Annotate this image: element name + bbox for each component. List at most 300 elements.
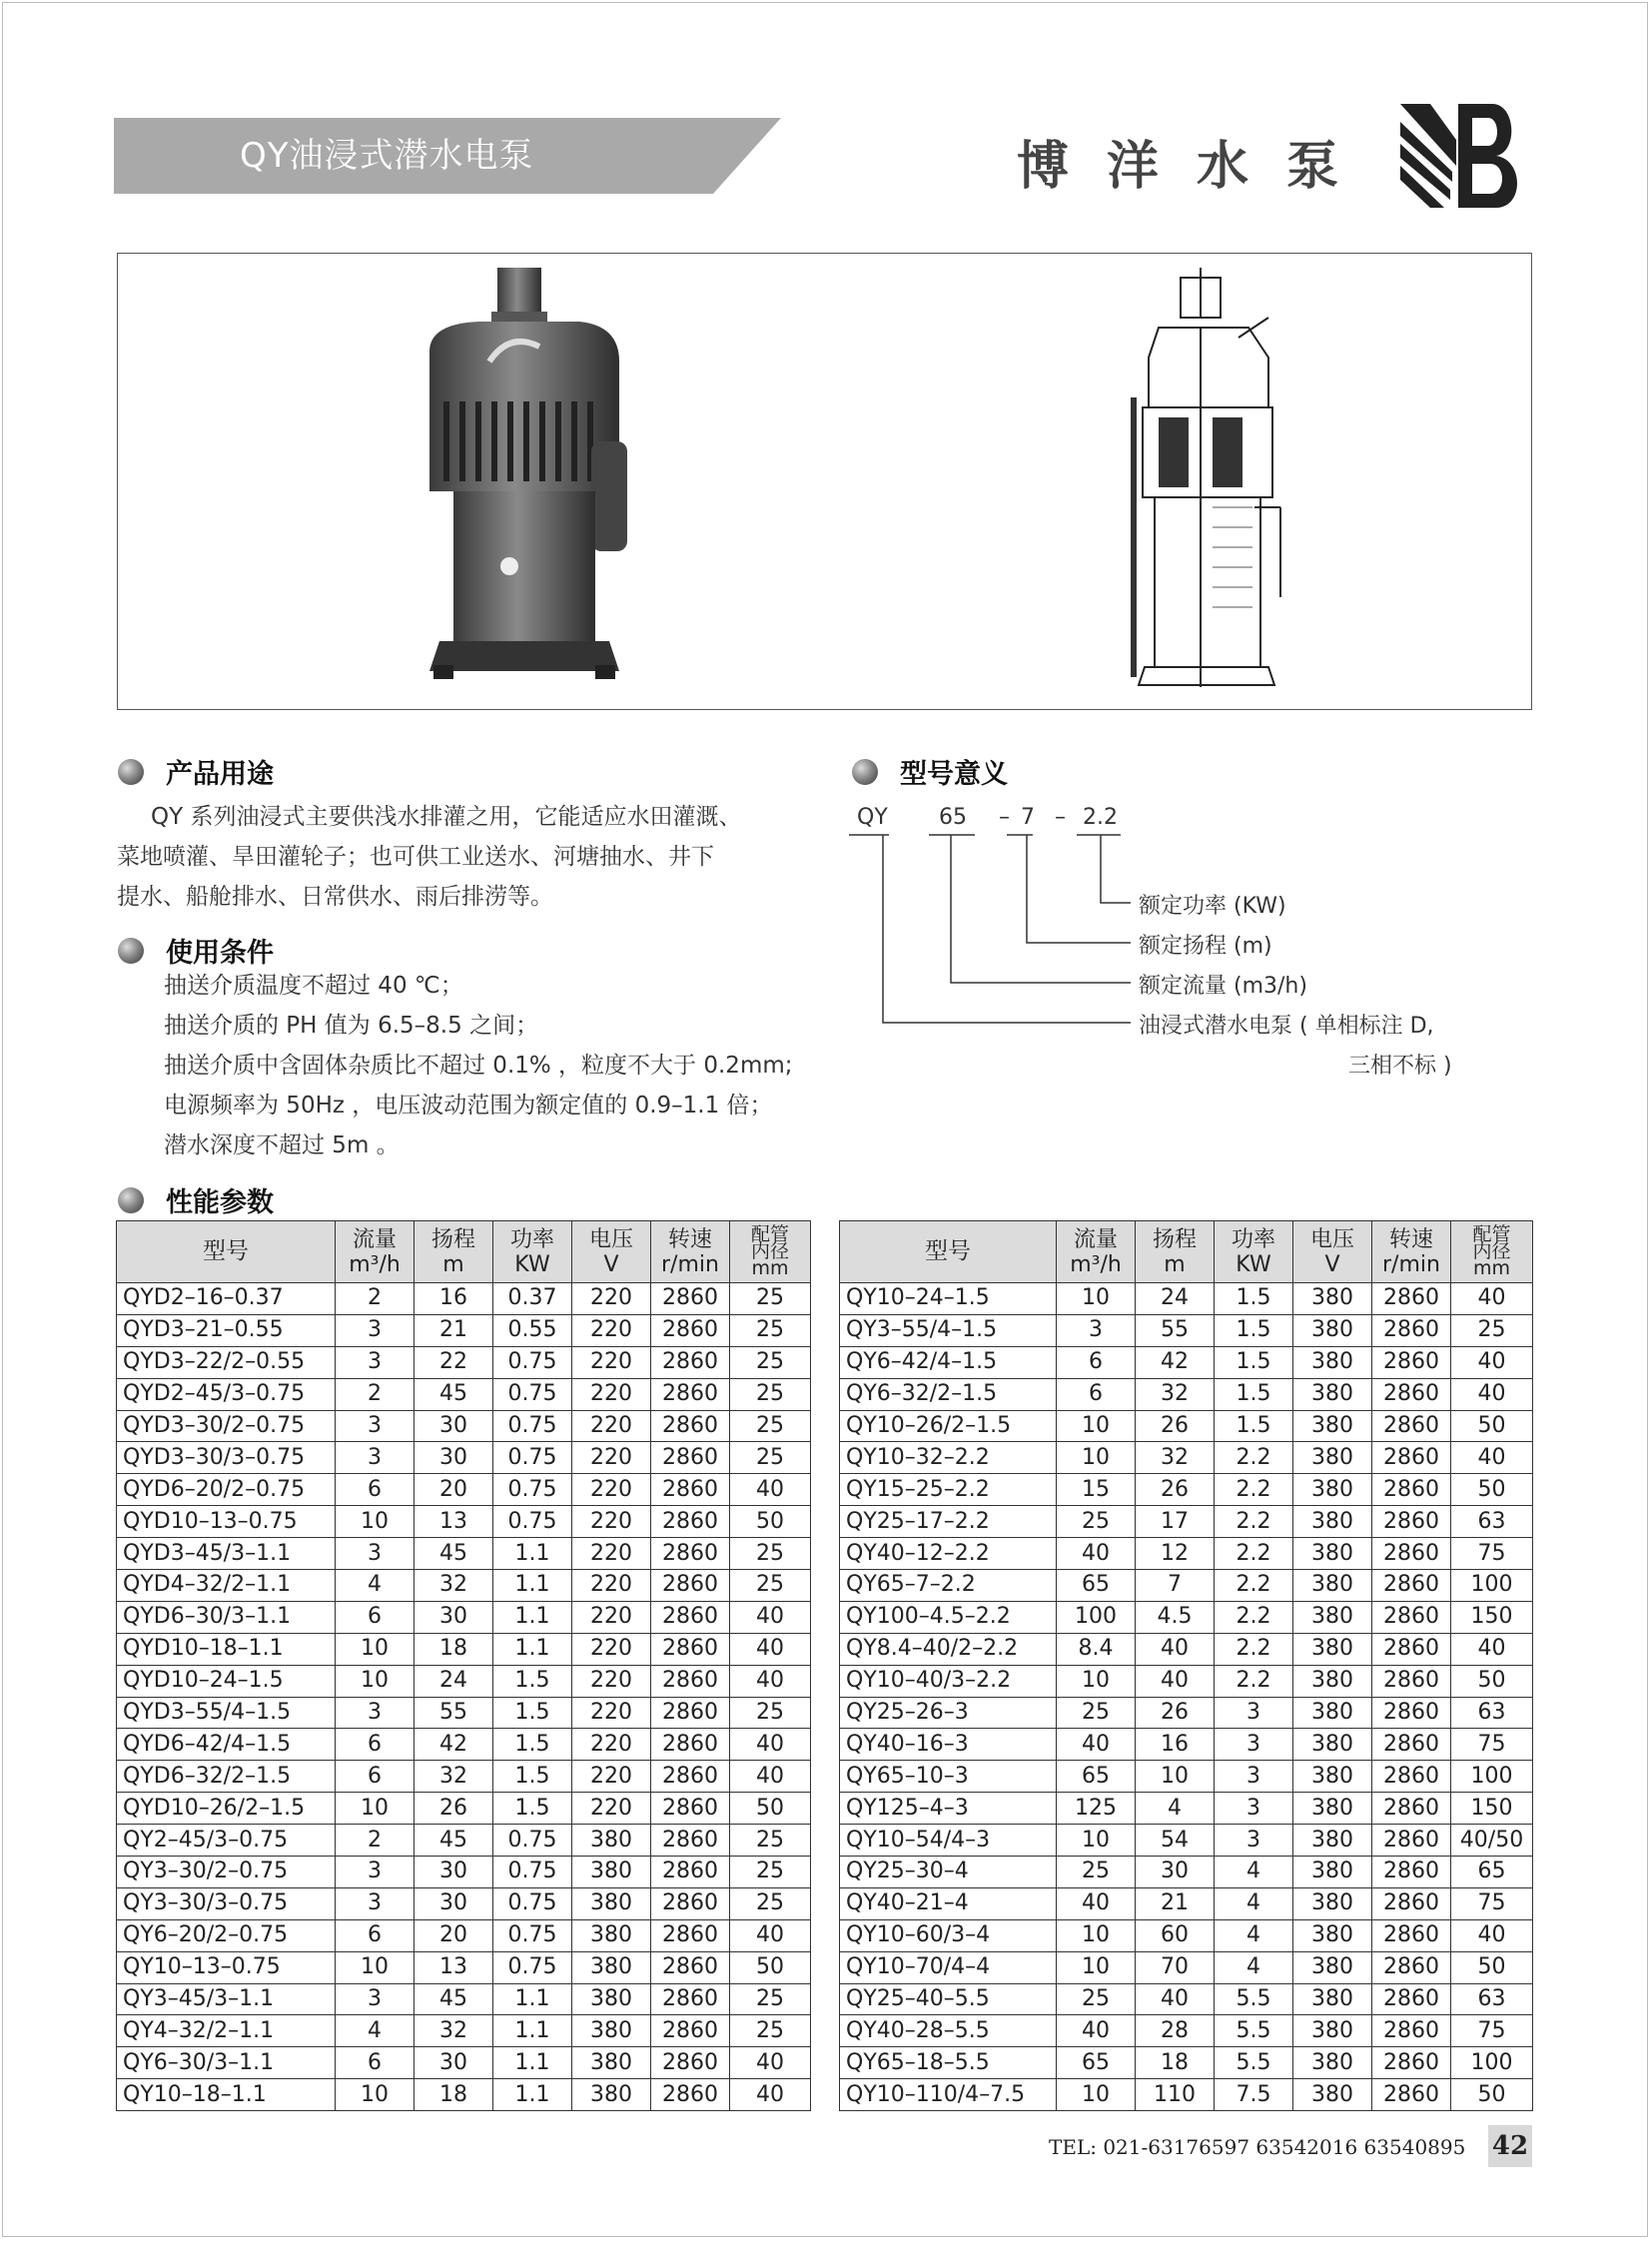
power-cell: 0.75 [493, 1474, 572, 1506]
flow-cell: 65 [1057, 2047, 1136, 2079]
head-cell: 24 [1136, 1283, 1215, 1315]
speed-cell: 2860 [1372, 1951, 1451, 1983]
section-bullet-icon [118, 938, 144, 964]
voltage-cell: 220 [572, 1697, 651, 1729]
pipe-cell: 100 [1451, 1761, 1533, 1793]
power-cell: 0.37 [493, 1283, 572, 1315]
model-cell: QY3–55/4–1.5 [840, 1314, 1057, 1346]
power-cell: 1.5 [1215, 1346, 1293, 1378]
table-row [840, 1283, 1533, 1315]
condition-line: 潜水深度不超过 5m 。 [164, 1132, 400, 1158]
flow-cell: 6 [336, 1474, 414, 1506]
flow-cell: 4 [336, 1570, 414, 1602]
pipe-cell: 40 [1451, 1919, 1533, 1951]
table-row [117, 2047, 811, 2079]
pipe-cell: 40 [730, 1601, 811, 1633]
power-cell: 0.75 [493, 1951, 572, 1983]
pump-cross-section-drawing [1129, 268, 1288, 695]
power-cell: 4 [1215, 1857, 1293, 1888]
head-cell: 40 [1136, 1983, 1215, 2015]
pipe-cell: 25 [1451, 1314, 1533, 1346]
flow-cell: 40 [1057, 1729, 1136, 1761]
speed-cell: 2860 [1372, 1410, 1451, 1442]
head-cell: 13 [414, 1951, 493, 1983]
flow-cell: 100 [1057, 1601, 1136, 1633]
speed-cell: 2860 [651, 2079, 730, 2111]
speed-cell: 2860 [1372, 2079, 1451, 2111]
power-cell: 0.75 [493, 1442, 572, 1474]
table-row [840, 1857, 1533, 1888]
power-cell: 1.1 [493, 2015, 572, 2047]
flow-cell: 6 [1057, 1378, 1136, 1410]
head-cell: 18 [1136, 2047, 1215, 2079]
voltage-cell: 220 [572, 1601, 651, 1633]
header-model: 型号 [117, 1221, 336, 1283]
speed-cell: 2860 [1372, 1474, 1451, 1506]
flow-cell: 6 [336, 1601, 414, 1633]
pipe-cell: 40 [1451, 1283, 1533, 1315]
speed-cell: 2860 [651, 1601, 730, 1633]
pipe-cell: 63 [1451, 1697, 1533, 1729]
voltage-cell: 380 [1293, 1410, 1372, 1442]
head-cell: 30 [1136, 1857, 1215, 1888]
voltage-cell: 220 [572, 1474, 651, 1506]
pipe-cell: 25 [730, 2015, 811, 2047]
power-cell: 0.75 [493, 1887, 572, 1919]
table-row [117, 1793, 811, 1825]
flow-cell: 2 [336, 1283, 414, 1315]
power-cell: 4 [1215, 1887, 1293, 1919]
head-cell: 4.5 [1136, 1601, 1215, 1633]
pipe-cell: 25 [730, 1983, 811, 2015]
power-cell: 1.1 [493, 1538, 572, 1570]
head-cell: 10 [1136, 1761, 1215, 1793]
flow-cell: 2 [336, 1378, 414, 1410]
speed-cell: 2860 [1372, 1570, 1451, 1602]
pipe-cell: 25 [730, 1378, 811, 1410]
voltage-cell: 380 [1293, 1729, 1372, 1761]
model-cell: QYD6–32/2–1.5 [117, 1761, 336, 1793]
flow-cell: 3 [336, 1887, 414, 1919]
flow-cell: 10 [1057, 1283, 1136, 1315]
model-meaning-heading: 型号意义 [852, 752, 1008, 791]
power-cell: 1.5 [493, 1697, 572, 1729]
model-cell: QYD3–30/3–0.75 [117, 1442, 336, 1474]
model-cell: QY8.4–40/2–2.2 [840, 1633, 1057, 1665]
voltage-cell: 380 [1293, 1442, 1372, 1474]
voltage-cell: 380 [1293, 1857, 1372, 1888]
table-row [117, 1697, 811, 1729]
table-header-row [840, 1221, 1533, 1283]
power-cell: 2.2 [1215, 1665, 1293, 1697]
head-cell: 40 [1136, 1633, 1215, 1665]
voltage-cell: 220 [572, 1314, 651, 1346]
speed-cell: 2860 [651, 1506, 730, 1538]
power-cell: 1.1 [493, 2047, 572, 2079]
power-cell: 0.55 [493, 1314, 572, 1346]
flow-cell: 65 [1057, 1761, 1136, 1793]
table-row [117, 1538, 811, 1570]
pipe-cell: 25 [730, 1857, 811, 1888]
table-row [840, 1474, 1533, 1506]
voltage-cell: 220 [572, 1283, 651, 1315]
pipe-cell: 50 [730, 1793, 811, 1825]
speed-cell: 2860 [651, 1474, 730, 1506]
head-cell: 30 [414, 1410, 493, 1442]
table-row [117, 1919, 811, 1951]
model-part-head: 7 [1021, 805, 1035, 830]
model-cell: QY6–20/2–0.75 [117, 1919, 336, 1951]
voltage-cell: 220 [572, 1761, 651, 1793]
model-part-dash: – [1055, 805, 1066, 830]
flow-cell: 25 [1057, 1857, 1136, 1888]
head-cell: 32 [414, 1570, 493, 1602]
model-cell: QY65–18–5.5 [840, 2047, 1057, 2079]
table-row [117, 1474, 811, 1506]
voltage-cell: 380 [1293, 1570, 1372, 1602]
flow-cell: 3 [336, 1346, 414, 1378]
flow-cell: 25 [1057, 1506, 1136, 1538]
speed-cell: 2860 [651, 1538, 730, 1570]
head-cell: 45 [414, 1983, 493, 2015]
flow-cell: 65 [1057, 1570, 1136, 1602]
usage-heading: 产品用途 [118, 752, 274, 791]
head-cell: 70 [1136, 1951, 1215, 1983]
voltage-cell: 220 [572, 1729, 651, 1761]
conditions-heading: 使用条件 [118, 931, 274, 970]
pipe-cell: 65 [1451, 1857, 1533, 1888]
voltage-cell: 380 [572, 1919, 651, 1951]
flow-cell: 10 [1057, 1825, 1136, 1857]
model-part-dash: – [999, 805, 1010, 830]
table-row [117, 1378, 811, 1410]
power-cell: 4 [1215, 1951, 1293, 1983]
model-cell: QY25–26–3 [840, 1697, 1057, 1729]
power-cell: 1.1 [493, 1633, 572, 1665]
table-row [840, 1506, 1533, 1538]
pipe-cell: 25 [730, 1570, 811, 1602]
speed-cell: 2860 [1372, 1601, 1451, 1633]
table-row [117, 1761, 811, 1793]
table-row [117, 1410, 811, 1442]
pipe-cell: 25 [730, 1697, 811, 1729]
model-cell: QY40–28–5.5 [840, 2015, 1057, 2047]
head-cell: 21 [1136, 1887, 1215, 1919]
pipe-cell: 50 [1451, 1951, 1533, 1983]
pipe-cell: 40 [730, 1665, 811, 1697]
power-cell: 5.5 [1215, 2015, 1293, 2047]
speed-cell: 2860 [1372, 1283, 1451, 1315]
table-row [840, 1887, 1533, 1919]
speed-cell: 2860 [1372, 2015, 1451, 2047]
head-cell: 24 [414, 1665, 493, 1697]
voltage-cell: 380 [1293, 1887, 1372, 1919]
speed-cell: 2860 [651, 1761, 730, 1793]
power-cell: 0.75 [493, 1825, 572, 1857]
power-cell: 1.1 [493, 1570, 572, 1602]
power-cell: 2.2 [1215, 1474, 1293, 1506]
model-cell: QYD3–21–0.55 [117, 1314, 336, 1346]
voltage-cell: 380 [1293, 1346, 1372, 1378]
speed-cell: 2860 [1372, 1538, 1451, 1570]
power-cell: 3 [1215, 1825, 1293, 1857]
power-cell: 1.1 [493, 1983, 572, 2015]
table-row [117, 1665, 811, 1697]
flow-cell: 3 [336, 1857, 414, 1888]
head-cell: 26 [1136, 1410, 1215, 1442]
pipe-cell: 40 [1451, 1346, 1533, 1378]
pipe-cell: 40 [730, 2047, 811, 2079]
flow-cell: 3 [1057, 1314, 1136, 1346]
page-number: 42 [1488, 2125, 1532, 2167]
power-cell: 1.5 [1215, 1378, 1293, 1410]
pipe-cell: 150 [1451, 1793, 1533, 1825]
speed-cell: 2860 [1372, 1887, 1451, 1919]
flow-cell: 6 [336, 1729, 414, 1761]
head-cell: 42 [414, 1729, 493, 1761]
speed-cell: 2860 [1372, 1665, 1451, 1697]
pipe-cell: 25 [730, 1283, 811, 1315]
header-speed: 转速 r/min [1372, 1221, 1451, 1283]
pipe-cell: 40 [730, 1729, 811, 1761]
table-header-row [117, 1221, 811, 1283]
table-row [840, 2015, 1533, 2047]
model-cell: QYD3–55/4–1.5 [117, 1697, 336, 1729]
header-speed: 转速 r/min [651, 1221, 730, 1283]
head-cell: 32 [1136, 1442, 1215, 1474]
voltage-cell: 380 [1293, 1378, 1372, 1410]
condition-line: 抽送介质温度不超过 40 ℃； [164, 973, 463, 999]
flow-cell: 10 [336, 1665, 414, 1697]
flow-cell: 6 [336, 1919, 414, 1951]
voltage-cell: 380 [1293, 1314, 1372, 1346]
voltage-cell: 220 [572, 1346, 651, 1378]
speed-cell: 2860 [651, 1314, 730, 1346]
model-cell: QYD6–42/4–1.5 [117, 1729, 336, 1761]
pipe-cell: 25 [730, 1346, 811, 1378]
pipe-cell: 50 [1451, 1665, 1533, 1697]
usage-line: QY 系列油浸式主要供浅水排灌之用，它能适应水田灌溉、 [151, 804, 742, 830]
table-row [117, 1506, 811, 1538]
model-cell: QY25–30–4 [840, 1857, 1057, 1888]
pipe-cell: 75 [1451, 1887, 1533, 1919]
voltage-cell: 380 [572, 2015, 651, 2047]
model-cell: QY6–30/3–1.1 [117, 2047, 336, 2079]
head-cell: 26 [1136, 1697, 1215, 1729]
voltage-cell: 380 [1293, 1506, 1372, 1538]
table-row [840, 1697, 1533, 1729]
pipe-cell: 50 [730, 1506, 811, 1538]
condition-line: 抽送介质中含固体杂质比不超过 0.1% ，粒度不大于 0.2mm; [164, 1053, 793, 1079]
flow-cell: 40 [1057, 1538, 1136, 1570]
model-cell: QY100–4.5–2.2 [840, 1601, 1057, 1633]
voltage-cell: 380 [1293, 2015, 1372, 2047]
brand-logo-icon [1400, 104, 1520, 214]
speed-cell: 2860 [651, 1665, 730, 1697]
footer-telephone: TEL: 021-63176597 63542016 63540895 [1049, 2135, 1466, 2159]
head-cell: 30 [414, 1601, 493, 1633]
pipe-cell: 40 [730, 1761, 811, 1793]
power-cell: 5.5 [1215, 1983, 1293, 2015]
flow-cell: 10 [1057, 1410, 1136, 1442]
model-part-power: 2.2 [1083, 805, 1118, 830]
label-rated-head: 额定扬程 (m) [1139, 934, 1272, 959]
flow-cell: 3 [336, 1314, 414, 1346]
model-part-series: QY [857, 805, 888, 830]
head-cell: 30 [414, 1887, 493, 1919]
model-cell: QY3–30/3–0.75 [117, 1887, 336, 1919]
model-cell: QY10–18–1.1 [117, 2079, 336, 2111]
power-cell: 0.75 [493, 1857, 572, 1888]
header-flow: 流量 m³/h [1057, 1221, 1136, 1283]
power-cell: 1.5 [1215, 1283, 1293, 1315]
model-cell: QY40–16–3 [840, 1729, 1057, 1761]
voltage-cell: 220 [572, 1410, 651, 1442]
page-title: QY油浸式潜水电泵 [240, 136, 534, 176]
performance-table-right [839, 1220, 1533, 2111]
speed-cell: 2860 [1372, 1919, 1451, 1951]
voltage-cell: 380 [1293, 1697, 1372, 1729]
flow-cell: 10 [336, 1951, 414, 1983]
power-cell: 3 [1215, 1793, 1293, 1825]
pipe-cell: 75 [1451, 1538, 1533, 1570]
header-power: 功率 KW [493, 1221, 572, 1283]
head-cell: 32 [414, 2015, 493, 2047]
table-row [117, 1951, 811, 1983]
power-cell: 7.5 [1215, 2079, 1293, 2111]
table-row [840, 1665, 1533, 1697]
table-row [117, 1983, 811, 2015]
power-cell: 3 [1215, 1761, 1293, 1793]
section-bullet-icon [118, 1187, 144, 1213]
model-cell: QYD10–13–0.75 [117, 1506, 336, 1538]
power-cell: 0.75 [493, 1346, 572, 1378]
model-cell: QY65–10–3 [840, 1761, 1057, 1793]
table-row [840, 1919, 1533, 1951]
speed-cell: 2860 [1372, 1633, 1451, 1665]
speed-cell: 2860 [651, 1570, 730, 1602]
model-cell: QYD3–45/3–1.1 [117, 1538, 336, 1570]
performance-table-left [116, 1220, 811, 2111]
header-pipe: 配管 内径 mm [1451, 1221, 1533, 1283]
speed-cell: 2860 [651, 1983, 730, 2015]
head-cell: 30 [414, 2047, 493, 2079]
voltage-cell: 220 [572, 1378, 651, 1410]
model-cell: QY6–42/4–1.5 [840, 1346, 1057, 1378]
pipe-cell: 40 [1451, 1378, 1533, 1410]
speed-cell: 2860 [651, 1887, 730, 1919]
table-row [840, 1410, 1533, 1442]
power-cell: 2.2 [1215, 1506, 1293, 1538]
head-cell: 45 [414, 1825, 493, 1857]
table-row [117, 2079, 811, 2111]
head-cell: 30 [414, 1442, 493, 1474]
flow-cell: 125 [1057, 1793, 1136, 1825]
flow-cell: 10 [1057, 1919, 1136, 1951]
voltage-cell: 380 [572, 1825, 651, 1857]
performance-heading: 性能参数 [118, 1180, 274, 1219]
model-cell: QY65–7–2.2 [840, 1570, 1057, 1602]
table-row [117, 1857, 811, 1888]
head-cell: 32 [1136, 1378, 1215, 1410]
speed-cell: 2860 [1372, 1983, 1451, 2015]
table-row [840, 2047, 1533, 2079]
flow-cell: 6 [1057, 1346, 1136, 1378]
pipe-cell: 100 [1451, 2047, 1533, 2079]
power-cell: 1.5 [1215, 1314, 1293, 1346]
voltage-cell: 380 [1293, 1919, 1372, 1951]
speed-cell: 2860 [1372, 1857, 1451, 1888]
speed-cell: 2860 [651, 1633, 730, 1665]
speed-cell: 2860 [1372, 1825, 1451, 1857]
pipe-cell: 40 [730, 2079, 811, 2111]
table-row [840, 1314, 1533, 1346]
speed-cell: 2860 [651, 1825, 730, 1857]
model-cell: QY10–32–2.2 [840, 1442, 1057, 1474]
voltage-cell: 380 [1293, 1761, 1372, 1793]
head-cell: 18 [414, 1633, 493, 1665]
pipe-cell: 25 [730, 1887, 811, 1919]
pipe-cell: 75 [1451, 2015, 1533, 2047]
flow-cell: 8.4 [1057, 1633, 1136, 1665]
flow-cell: 3 [336, 1410, 414, 1442]
pipe-cell: 150 [1451, 1601, 1533, 1633]
flow-cell: 6 [336, 2047, 414, 2079]
head-cell: 18 [414, 2079, 493, 2111]
section-bullet-icon [852, 759, 878, 785]
table-row [117, 1601, 811, 1633]
flow-cell: 3 [336, 1538, 414, 1570]
speed-cell: 2860 [651, 1378, 730, 1410]
model-cell: QY10–26/2–1.5 [840, 1410, 1057, 1442]
voltage-cell: 220 [572, 1633, 651, 1665]
usage-line: 提水、船舱排水、日常供水、雨后排涝等。 [117, 884, 553, 910]
voltage-cell: 220 [572, 1506, 651, 1538]
table-row [840, 1825, 1533, 1857]
label-pump-type: 油浸式潜水电泵 ( 单相标注 D, [1139, 1014, 1434, 1039]
pipe-cell: 50 [1451, 2079, 1533, 2111]
power-cell: 2.2 [1215, 1538, 1293, 1570]
speed-cell: 2860 [651, 1793, 730, 1825]
power-cell: 5.5 [1215, 2047, 1293, 2079]
table-row [840, 1346, 1533, 1378]
power-cell: 3 [1215, 1729, 1293, 1761]
table-row [840, 1761, 1533, 1793]
head-cell: 30 [414, 1857, 493, 1888]
model-cell: QYD2–16–0.37 [117, 1283, 336, 1315]
speed-cell: 2860 [651, 1442, 730, 1474]
model-cell: QY10–60/3–4 [840, 1919, 1057, 1951]
usage-text [117, 797, 816, 917]
pipe-cell: 63 [1451, 1983, 1533, 2015]
speed-cell: 2860 [651, 2047, 730, 2079]
header-power: 功率 KW [1215, 1221, 1293, 1283]
speed-cell: 2860 [651, 1346, 730, 1378]
header-head: 扬程 m [1136, 1221, 1215, 1283]
header-head: 扬程 m [414, 1221, 493, 1283]
voltage-cell: 380 [1293, 1983, 1372, 2015]
table-row [840, 1538, 1533, 1570]
model-cell: QYD6–30/3–1.1 [117, 1601, 336, 1633]
voltage-cell: 220 [572, 1570, 651, 1602]
pipe-cell: 25 [730, 1410, 811, 1442]
power-cell: 4 [1215, 1919, 1293, 1951]
speed-cell: 2860 [1372, 2047, 1451, 2079]
model-cell: QY10–24–1.5 [840, 1283, 1057, 1315]
model-meaning-leader-lines [849, 829, 1149, 1029]
head-cell: 42 [1136, 1346, 1215, 1378]
flow-cell: 3 [336, 1983, 414, 2015]
